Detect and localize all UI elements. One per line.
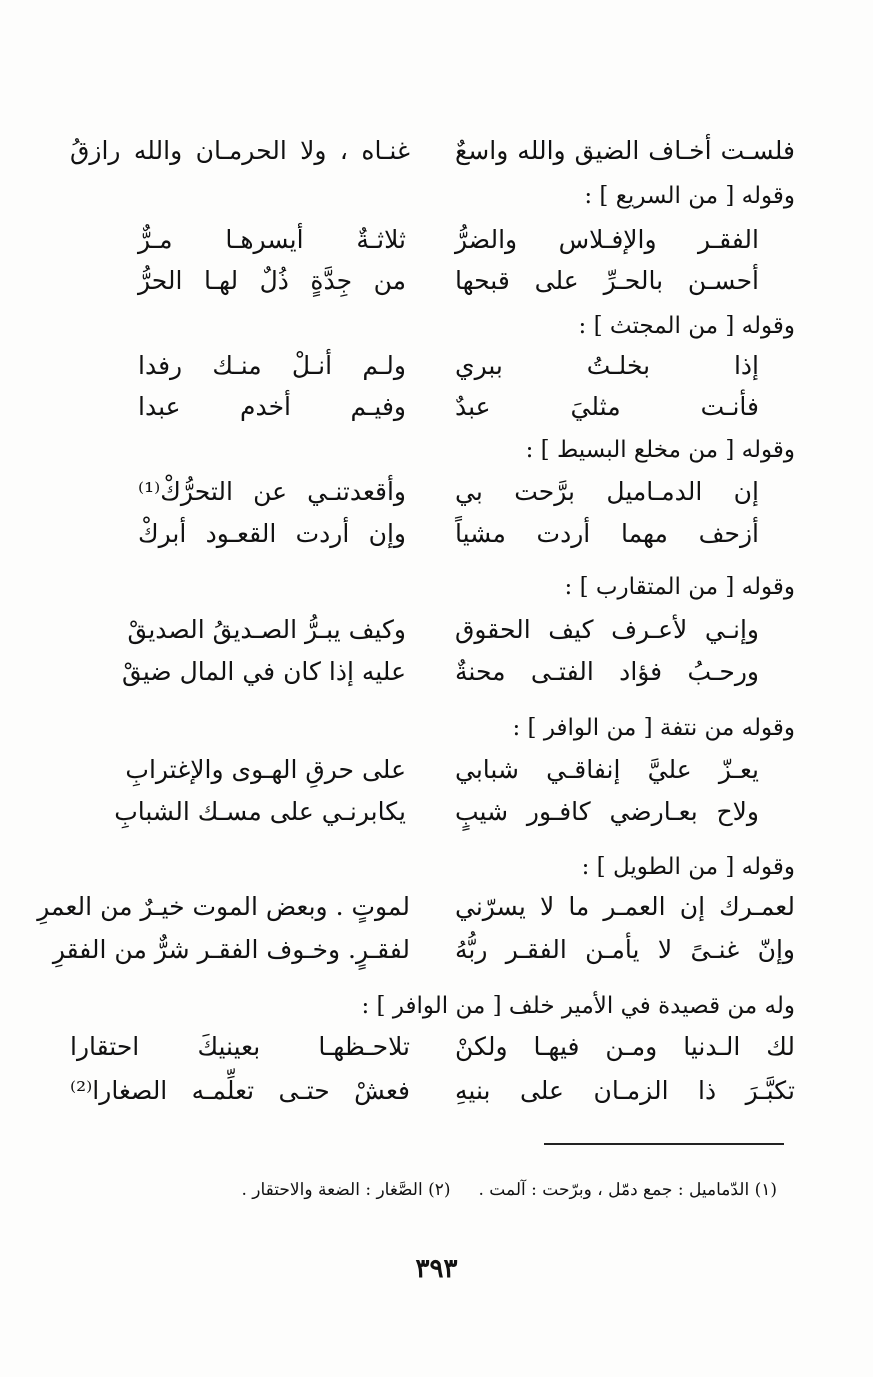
verse-hemistich-second: على حرقِ الهـوى والإغترابِ — [125, 755, 406, 784]
section-heading: وقوله [ من المتقارب ] : — [564, 574, 795, 600]
verse-hemistich-second: تلاحـظهـا بعينيكَ احتقارا — [70, 1032, 410, 1061]
verse-hemistich-second: لموتٍ . وبعض الموت خيـرٌ من العمرِ — [37, 892, 410, 921]
section-heading: وقوله [ من السريع ] : — [584, 183, 795, 209]
verse-hemistich-first: أحسـن بالحـرِّ على قبحها — [455, 266, 759, 295]
verse-hemistich-first: وإنّ غنـىً لا يأمـن الفقـر ربُّهُ — [455, 935, 795, 964]
verse-line — [70, 652, 795, 692]
verse-line — [70, 792, 795, 832]
verse-hemistich-second: ولـم أنـلْ منـك رفدا — [138, 351, 406, 380]
verse-hemistich-second: وإن أردت القعـود أبركْ — [138, 519, 406, 548]
verse-hemistich-second: وكيف يبـرُّ الصـديقُ الصديقْ — [127, 615, 406, 644]
section-heading: وله من قصيدة في الأمير خلف [ من الوافر ] : — [361, 993, 795, 1019]
verse-hemistich-first: الفقـر والإفـلاس والضرُّ — [455, 225, 759, 254]
verse-line — [70, 131, 795, 171]
verse-hemistich-first: لك الـدنيا ومـن فيهـا ولكنْ — [455, 1032, 795, 1061]
verse-hemistich-second: عليه إذا كان في المال ضيقْ — [122, 657, 406, 686]
verse-line — [70, 1027, 795, 1067]
verse-line — [70, 514, 795, 554]
verse-hemistich-first: لعمـرك إن العمـر ما لا يسرّني — [455, 892, 795, 921]
verse-hemistich-second: غنـاه ، ولا الحرمـان والله رازقُ — [70, 136, 410, 165]
verse-hemistich-first: أزحف مهما أردت مشياً — [455, 519, 759, 548]
verse-hemistich-first: يعـزّ عليَّ إنفاقـي شبابي — [455, 755, 759, 784]
verse-line — [70, 750, 795, 790]
verse-line — [70, 346, 795, 386]
verse-hemistich-first: فأنـت مثليَ عبدٌ — [455, 392, 759, 421]
verse-hemistich-first: إن الدمـاميل برَّحت بي — [455, 477, 759, 506]
verse-line — [70, 610, 795, 650]
verse-hemistich-second: ثلاثـةٌ أيسرهـا مـرٌّ — [138, 225, 406, 254]
footnote-2: (٢) الصَّغار : الضعة والاحتقار . — [241, 1180, 451, 1200]
verse-hemistich-second: من جِدَّةٍ ذُلٌ لهـا الحرُّ — [138, 266, 406, 295]
footnotes — [213, 1176, 777, 1204]
verse-line — [70, 1071, 795, 1111]
verse-line — [70, 472, 795, 512]
verse-hemistich-first: وإنـي لأعـرف كيف الحقوق — [455, 615, 759, 644]
section-heading: وقوله [ من المجتث ] : — [578, 313, 795, 339]
section-heading: وقوله [ من الطويل ] : — [581, 854, 795, 880]
verse-line — [37, 887, 795, 927]
verse-line — [70, 261, 795, 301]
verse-hemistich-second: لفقـرٍ. وخـوف الفقـر شرٌّ من الفقرِ — [52, 935, 410, 964]
verse-hemistich-second: يكابرنـي على مسـك الشبابِ — [114, 797, 406, 826]
verse-hemistich-first: فلسـت أخـاف الضيق والله واسعٌ — [455, 136, 795, 165]
verse-hemistich-first: ورحـبُ فؤاد الفتـى محنةٌ — [455, 657, 759, 686]
footnote-1: (١) الدّماميل : جمع دمّل ، وبرّحت : آلمت . — [478, 1180, 777, 1200]
verse-hemistich-first: تكبَّـرَ ذا الزمـان على بنيهِ — [455, 1076, 795, 1105]
verse-hemistich-first: ولاح بعـارضي كافـور شيبٍ — [455, 797, 759, 826]
verse-hemistich-second: وأقعدتنـي عن التحرُّكْ⁽¹⁾ — [138, 477, 406, 506]
footnote-separator — [544, 1143, 784, 1145]
verse-line — [70, 220, 795, 260]
verse-line — [52, 930, 795, 970]
page-number: ٣٩٣ — [415, 1254, 458, 1284]
section-heading: وقوله من نتفة [ من الوافر ] : — [512, 715, 795, 741]
verse-line — [70, 387, 795, 427]
section-heading: وقوله [ من مخلع البسيط ] : — [525, 437, 795, 463]
verse-hemistich-second: فعشْ حتـى تعلِّمـه الصغارا⁽²⁾ — [70, 1076, 410, 1105]
verse-hemistich-first: إذا بخلـتُ ببري — [455, 351, 759, 380]
verse-hemistich-second: وفيـم أخدم عبدا — [138, 392, 406, 421]
